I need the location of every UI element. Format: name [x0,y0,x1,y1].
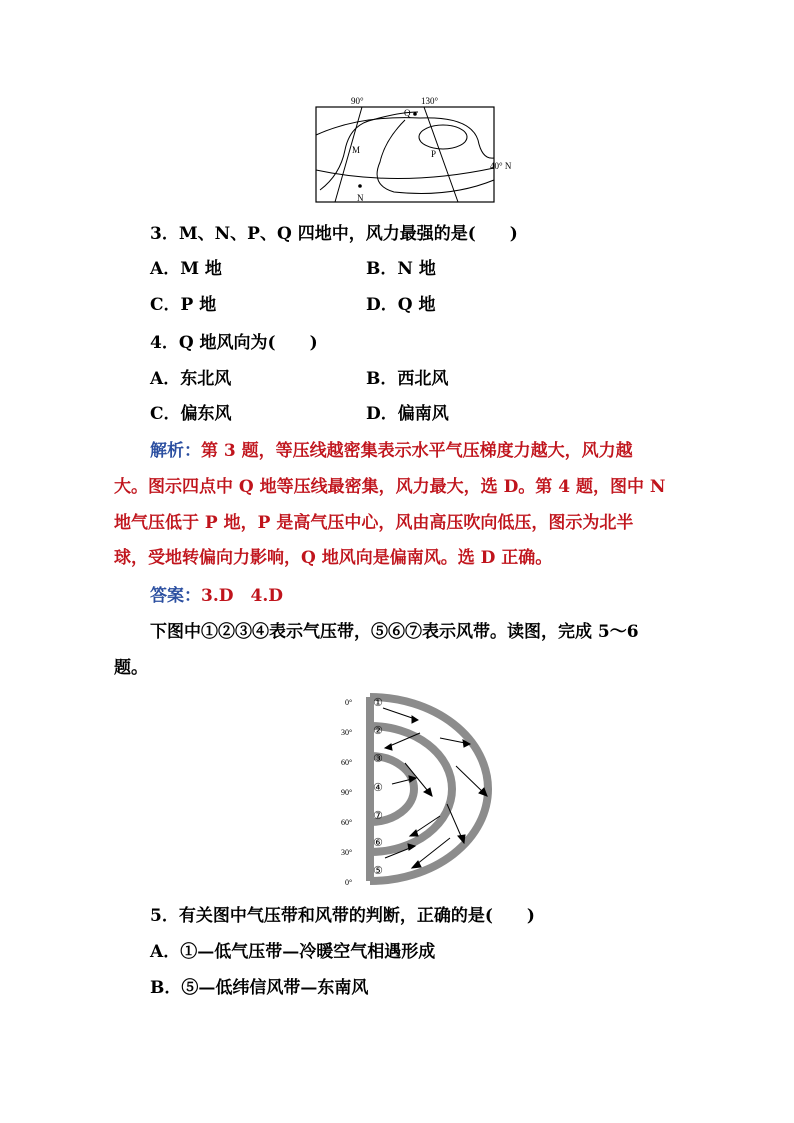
pressure-belt-diagram [0,688,794,898]
q3-option-d: D．Q 地 [366,295,436,315]
belt-lat-60-top: 60° [341,758,353,767]
belt-marker-6: ⑥ [373,836,383,849]
belt-marker-2: ② [373,724,383,737]
map-lon-label-2: 130° [421,96,439,106]
answer-line [150,584,283,608]
q4-option-a: A．东北风 [150,369,232,389]
map-lon-label-1: 90° [351,96,364,106]
q4-option-b: B．西北风 [366,369,449,389]
belt-lat-60-bottom: 60° [341,818,353,827]
answer-value: 3.D 4.D [201,586,283,606]
map-point-n: N [357,193,364,203]
q5-stem: 5．有关图中气压带和风带的判断，正确的是( ) [150,906,535,926]
analysis-line-1 [150,439,633,463]
belt-marker-7: ⑦ [373,809,383,822]
belt-marker-4: ④ [373,781,383,794]
belt-lat-0-top: 0° [345,698,353,707]
intro-line-2: 题。 [114,658,148,678]
belt-marker-5: ⑤ [373,864,383,877]
q3-option-c: C．P 地 [150,295,217,315]
belt-lat-0-bottom: 0° [345,878,353,887]
analysis-line-3: 地气压低于 P 地，P 是高气压中心，风由高压吹向低压，图示为北半 [114,513,634,533]
q5-option-b: B．⑤—低纬信风带—东南风 [150,978,369,998]
analysis-text-1: 第 3 题，等压线越密集表示水平气压梯度力越大，风力越 [201,441,633,461]
q4-stem: 4．Q 地风向为( ) [150,333,318,353]
q3-option-a: A．M 地 [150,259,222,279]
q4-option-c: C．偏东风 [150,404,232,424]
belt-lat-30-bottom: 30° [341,848,353,857]
map-point-m: M [352,145,361,155]
map-point-q: Q [404,108,411,118]
belt-lat-90: 90° [341,788,353,797]
belt-marker-1: ① [373,696,383,709]
belt-marker-3: ③ [373,752,383,765]
analysis-line-2: 大。图示四点中 Q 地等压线最密集，风力最大，选 D。第 4 题，图中 N [114,477,666,497]
map-lat-label: 40° N [490,161,512,171]
isobar-map [0,90,794,210]
intro-line-1: 下图中①②③④表示气压带，⑤⑥⑦表示风带。读图，完成 5～6 [150,622,639,642]
q3-stem: 3．M、N、P、Q 四地中，风力最强的是( ) [150,224,518,244]
answer-label: 答案： [150,586,201,606]
analysis-line-4: 球，受地转偏向力影响，Q 地风向是偏南风。选 D 正确。 [114,548,553,568]
analysis-label: 解析： [150,441,201,461]
q3-option-b: B．N 地 [366,259,436,279]
q4-option-d: D．偏南风 [366,404,449,424]
belt-lat-30-top: 30° [341,728,353,737]
map-point-p: P [431,149,437,159]
q5-option-a: A．①—低气压带—冷暖空气相遇形成 [150,942,436,962]
